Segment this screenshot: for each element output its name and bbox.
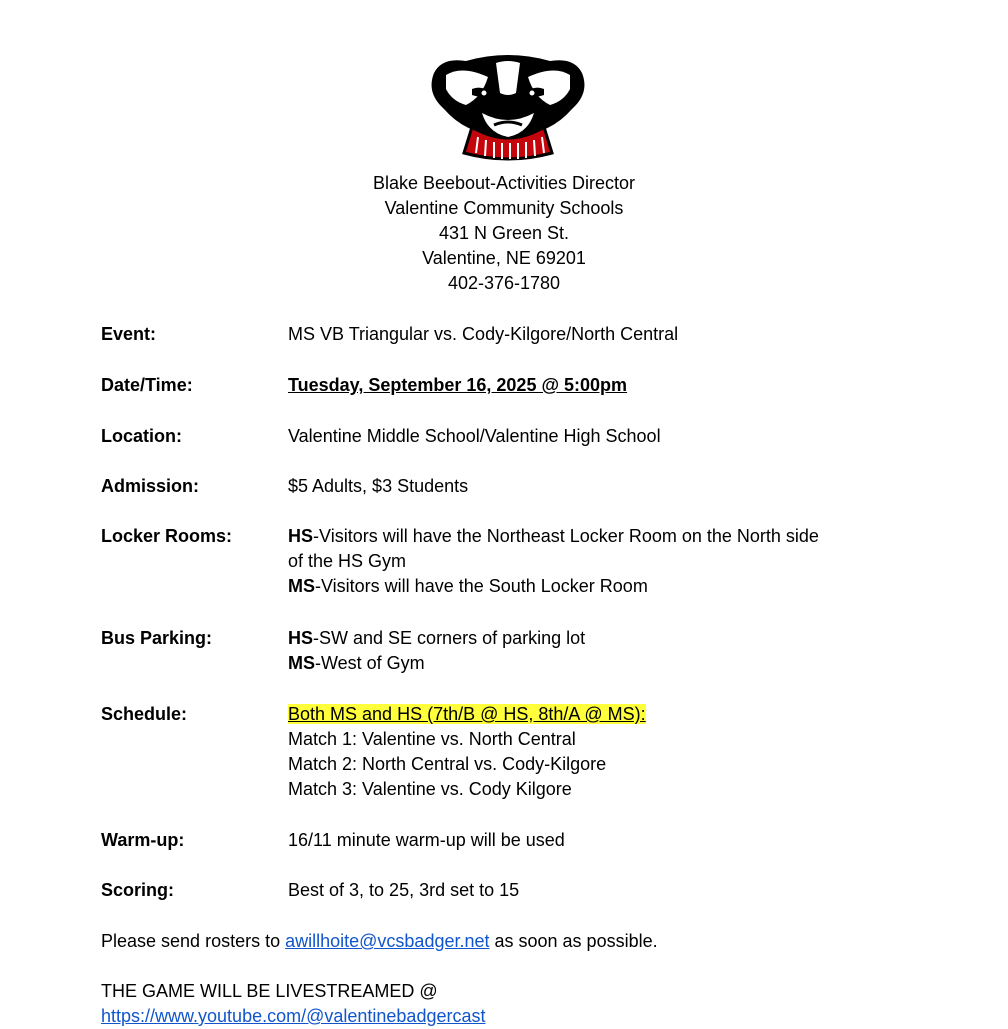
admission-label: Admission: — [101, 476, 200, 496]
ms-prefix: MS — [288, 653, 315, 673]
schedule-value — [288, 702, 828, 802]
scoring-label: Scoring: — [101, 880, 175, 900]
director-name: Blake Beebout-Activities Director — [372, 173, 636, 193]
livestream-link[interactable]: https://www.youtube.com/@valentinebadgercast — [101, 1006, 486, 1026]
letterhead — [0, 171, 1008, 296]
locker-rooms-ms — [288, 574, 828, 599]
location-value: Valentine Middle School/Valentine High School — [288, 426, 661, 446]
rosters-note — [101, 929, 658, 954]
warmup-value: 16/11 minute warm-up will be used — [288, 830, 565, 850]
scoring-value: Best of 3, to 25, 3rd set to 15 — [288, 880, 520, 900]
locker-rooms-value — [288, 524, 828, 599]
street-address: 431 N Green St. — [438, 223, 570, 243]
admission-value: $5 Adults, $3 Students — [288, 476, 469, 496]
ms-prefix: MS — [288, 576, 315, 596]
ms-parking-text: -West of Gym — [315, 653, 425, 673]
rosters-text-after: as soon as possible. — [489, 931, 658, 951]
match-item: Match 1: Valentine vs. North Central — [288, 729, 576, 749]
match-item: Match 3: Valentine vs. Cody Kilgore — [288, 779, 572, 799]
bus-parking-hs — [288, 626, 828, 651]
bus-parking-label: Bus Parking: — [101, 628, 213, 648]
datetime-value: Tuesday, September 16, 2025 @ 5:00pm — [288, 375, 628, 395]
bus-parking-value — [288, 626, 828, 676]
bus-parking-ms — [288, 651, 828, 676]
phone-number: 402-376-1780 — [447, 273, 561, 293]
event-value: MS VB Triangular vs. Cody-Kilgore/North Central — [288, 324, 679, 344]
livestream-note: THE GAME WILL BE LIVESTREAMED @ — [101, 981, 438, 1001]
rosters-text-before: Please send rosters to — [101, 931, 286, 951]
location-label: Location: — [101, 426, 182, 446]
hs-prefix: HS — [288, 628, 314, 648]
locker-rooms-label: Locker Rooms: — [101, 526, 233, 546]
livestream-link-line — [101, 1004, 485, 1029]
hs-locker-text: -Visitors will have the Northeast Locker Room on the North side of the HS Gym — [288, 526, 819, 571]
match-item: Match 2: North Central vs. Cody-Kilgore — [288, 754, 607, 774]
warmup-label: Warm-up: — [101, 830, 185, 850]
badger-mascot-logo — [422, 53, 594, 161]
datetime-label: Date/Time: — [101, 375, 193, 395]
locker-rooms-hs — [288, 524, 828, 574]
school-name: Valentine Community Schools — [384, 198, 624, 218]
schedule-heading: Both MS and HS (7th/B @ HS, 8th/A @ MS): — [288, 704, 646, 724]
ms-locker-text: -Visitors will have the South Locker Room — [315, 576, 648, 596]
schedule-label: Schedule: — [101, 704, 188, 724]
city-state-zip: Valentine, NE 69201 — [422, 248, 586, 268]
hs-parking-text: -SW and SE corners of parking lot — [313, 628, 586, 648]
event-label: Event: — [101, 324, 157, 344]
hs-prefix: HS — [288, 526, 314, 546]
rosters-email-link[interactable]: awillhoite@vcsbadger.net — [285, 931, 490, 951]
